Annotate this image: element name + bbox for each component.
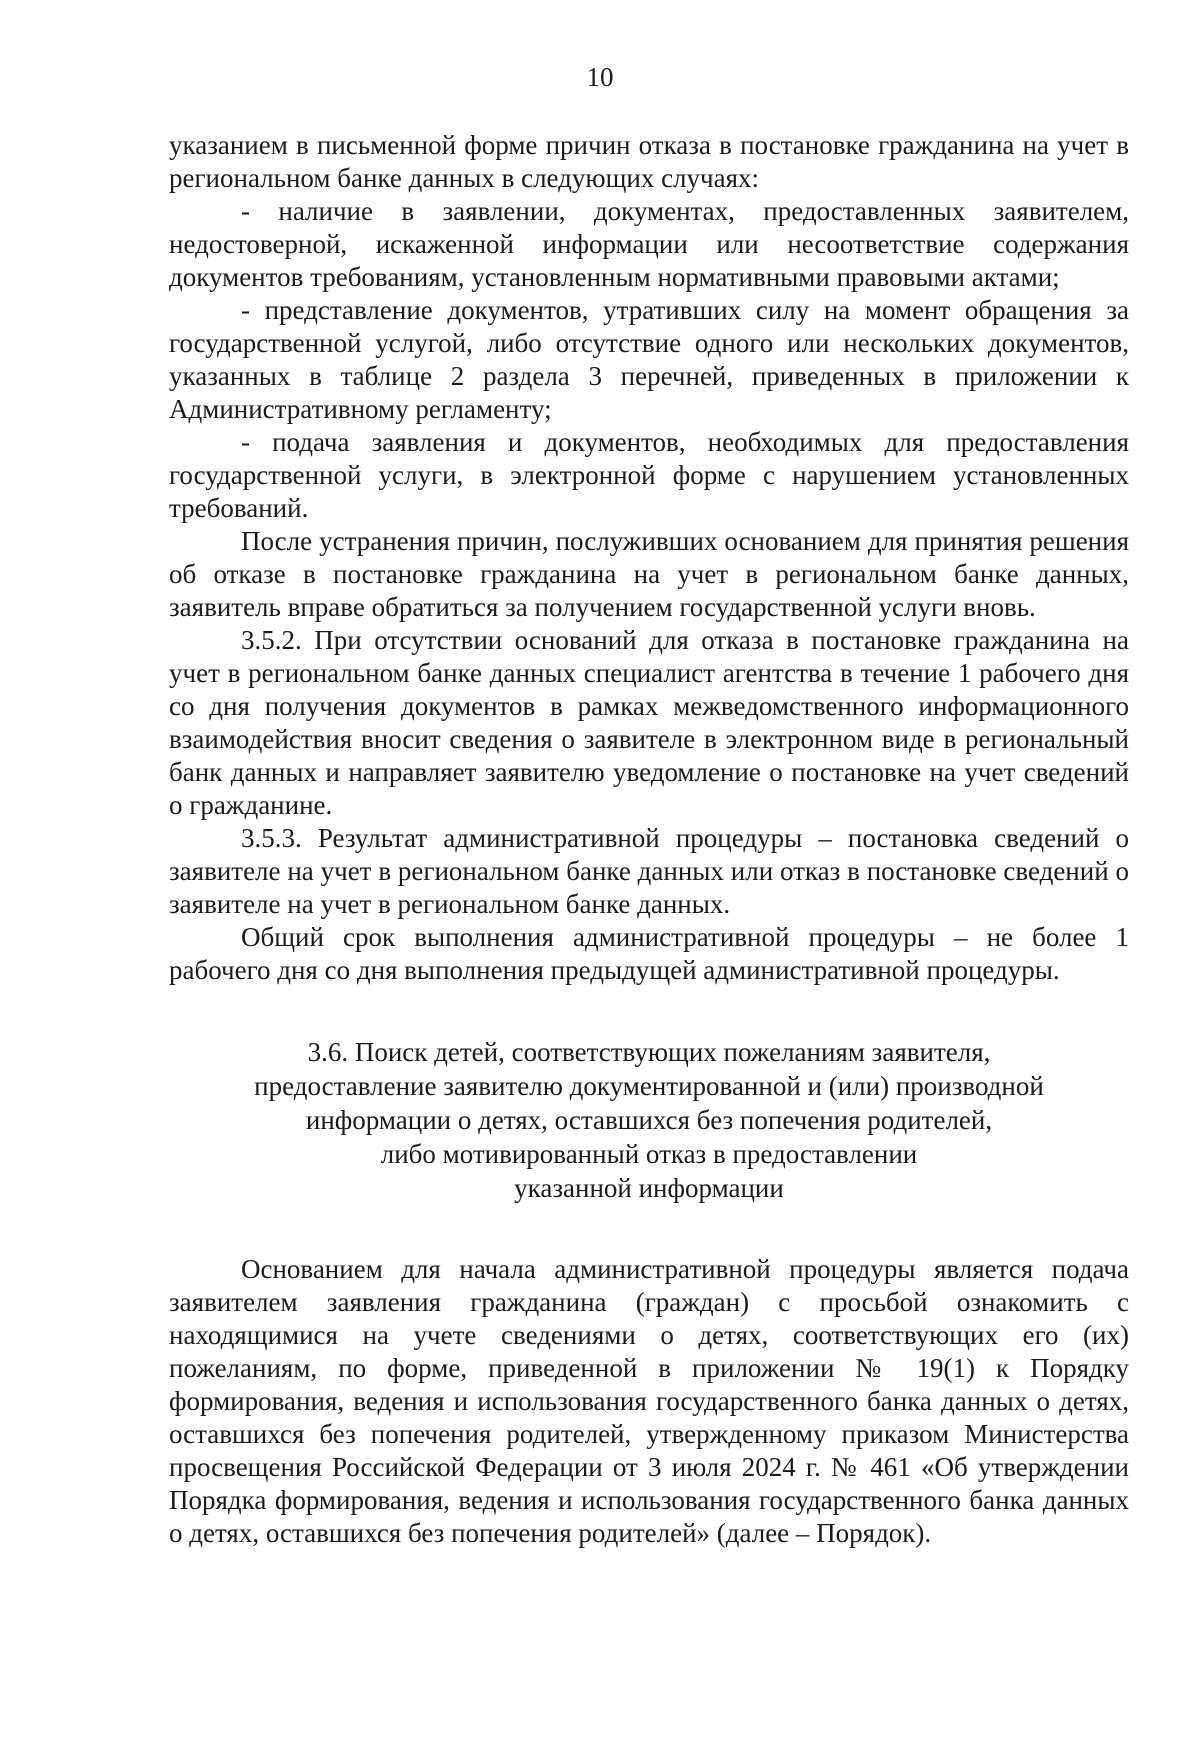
paragraph-after-elimination: После устранения причин, послуживших основанием для принятия решения об отказе в постановке гражданина на учет в региональном банке данных, заявитель вправе обратиться за получением государственной услуги вновь. (169, 526, 1129, 622)
paragraph-3-5-3: 3.5.3. Результат административной процедуры – постановка сведений о заявителе на учет в региональном банке данных или отказ в постановке сведений о заявителе на учет в региональном банке данных. (169, 823, 1129, 919)
heading-line: информации о детях, оставшихся без попечения родителей, (305, 1105, 993, 1135)
heading-line: либо мотивированный отказ в предоставлении (380, 1139, 918, 1169)
paragraph-term: Общий срок выполнения административной процедуры – не более 1 рабочего дня со дня выполнения предыдущей административной процедуры. (169, 922, 1129, 985)
paragraph-item-2: - представление документов, утративших силу на момент обращения за государственной услугой, либо отсутствие одного или нескольких документов, указанных в таблице 2 раздела 3 перечней, приведенных в приложении к Административному регламенту; (169, 295, 1129, 424)
paragraph-basis: Основанием для начала административной процедуры является подача заявителем заявления гражданина (граждан) с просьбой ознакомить с находящимися на учете сведениями о детях, соответствующих его (их) пожеланиям, по форме, приведенной в приложении № 19(1) к Порядку формирования, ведения и использования государственного банка данных о детях, оставшихся без попечения родителей, утвержденному приказом Министерства просвещения Российской Федерации от 3 июля 2024 г. № 461 «Об утверждении Порядка формирования, ведения и использования государственного банка данных о детях, оставшихся без попечения родителей» (далее – Порядок). (169, 1254, 1129, 1548)
section-heading-3-6 (169, 1035, 1129, 1205)
paragraph-intro: указанием в письменной форме причин отказа в постановке гражданина на учет в региональном банке данных в следующих случаях: (169, 130, 1129, 193)
heading-line: 3.6. Поиск детей, соответствующих пожеланиям заявителя, (307, 1037, 991, 1067)
heading-line: указанной информации (514, 1173, 784, 1203)
heading-line: предоставление заявителю документированной и (или) производной (254, 1071, 1044, 1101)
top-section (169, 129, 1129, 987)
document-body (169, 129, 1129, 1550)
paragraph-item-1: - наличие в заявлении, документах, предоставленных заявителем, недостоверной, искаженной информации или несоответствие содержания документов требованиям, установленным нормативными правовыми актами; (169, 196, 1129, 292)
page-number: 10 (586, 62, 614, 92)
paragraph-3-5-2: 3.5.2. При отсутствии оснований для отказа в постановке гражданина на учет в региональном банке данных специалист агентства в течение 1 рабочего дня со дня получения документов в рамках межведомственного информационного взаимодействия вносит сведения о заявителе в электронном виде в региональный банк данных и направляет заявителю уведомление о постановке на учет сведений о гражданине. (169, 625, 1129, 820)
paragraph-item-3: - подача заявления и документов, необходимых для предоставления государственной услуги, в электронной форме с нарушением установленных требований. (169, 427, 1129, 523)
